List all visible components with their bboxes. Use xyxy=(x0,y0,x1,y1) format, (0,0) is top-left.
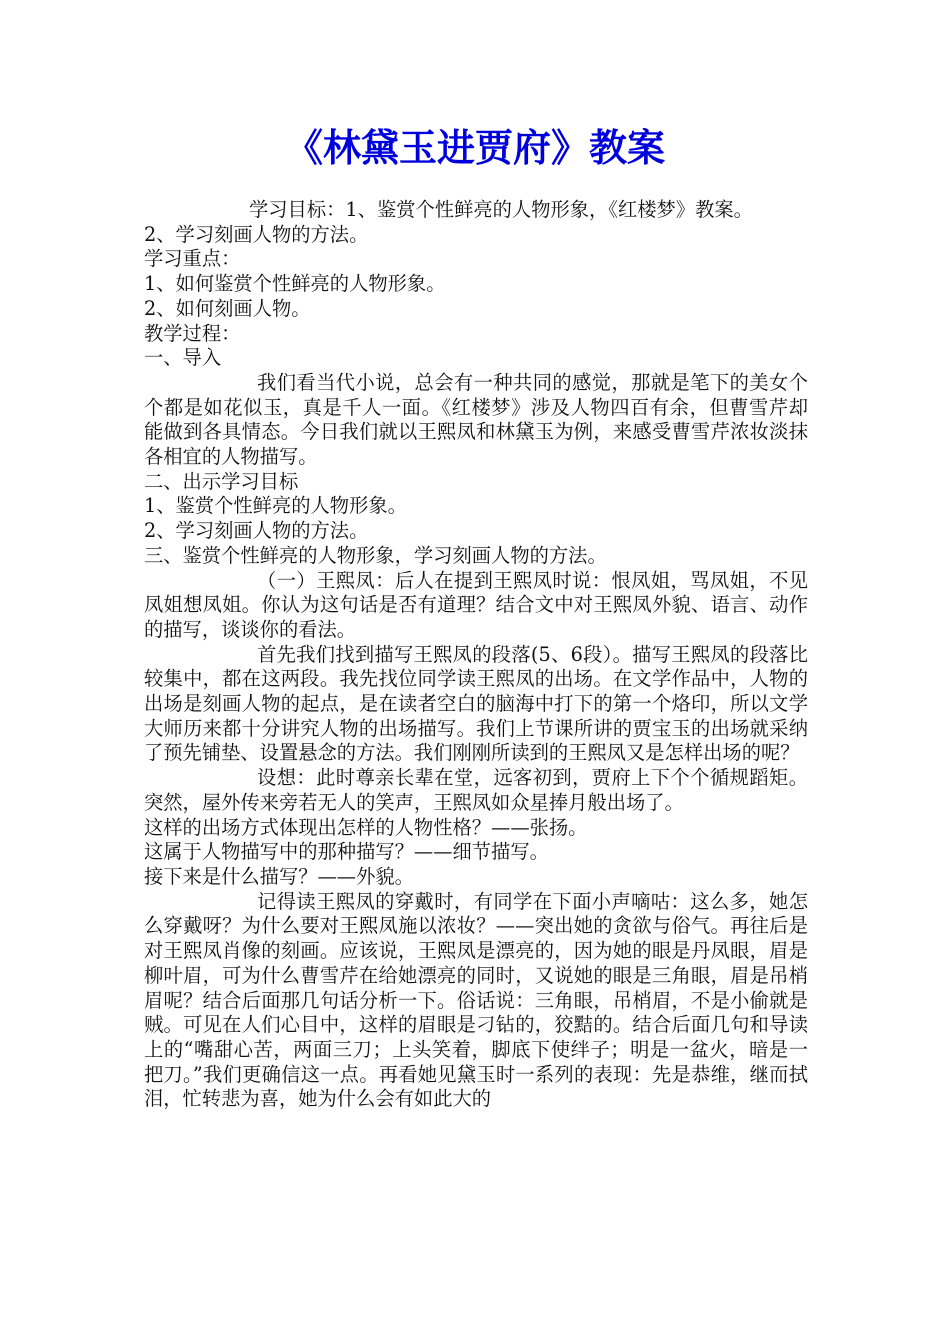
paragraph: 1、鉴赏个性鲜亮的人物形象。 xyxy=(144,494,407,518)
paragraph: 2、如何刻画人物。 xyxy=(144,296,311,320)
paragraph: 接下来是什么描写？——外貌。 xyxy=(144,864,414,888)
paragraph: 学习目标：1、鉴赏个性鲜亮的人物形象，《红楼梦》教案。 xyxy=(249,198,753,221)
paragraph: 教学过程： xyxy=(144,321,241,345)
paragraph: 2、学习刻画人物的方法。 xyxy=(144,519,369,543)
paragraph: 这属于人物描写中的那种描写？——细节描写。 xyxy=(144,840,549,864)
paragraph: 二、出示学习目标 xyxy=(144,469,299,493)
paragraph: 首先我们找到描写王熙凤的段落(5、6段）。描写王熙凤的段落比较集中，都在这两段。我先找位同学读王熙凤的出场。在文学作品中，人物的出场是刻画人物的起点，是在读者空白的脑海中打下的第一个烙印，所以文学大师历来都十分讲究人物的出场描写。我们上节课所讲的贾宝玉的出场就采纳了预先铺垫、设置悬念的方法。我们刚刚所读到的王熙凤又是怎样出场的呢？ xyxy=(144,642,808,765)
paragraph: 我们看当代小说，总会有一种共同的感觉，那就是笔下的美女个个都是如花似玉，真是千人一面。《红楼梦》涉及人物四百有余，但曹雪芹却能做到各具情态。今日我们就以王熙凤和林黛玉为例，来感受曹雪芹浓妆淡抹各相宜的人物描写。 xyxy=(144,370,808,469)
paragraph: 一、导入 xyxy=(144,346,222,370)
paragraph: 设想：此时尊亲长辈在堂，远客初到，贾府上下个个循规蹈矩。突然，屋外传来旁若无人的笑声，王熙凤如众星捧月般出场了。 xyxy=(144,766,808,814)
paragraph: 记得读王熙凤的穿戴时，有同学在下面小声嘀咕：这么多，她怎么穿戴呀？为什么要对王熙凤施以浓妆？——突出她的贪欲与俗气。再往后是对王熙凤肖像的刻画。应该说，王熙凤是漂亮的，因为她的眼是丹凤眼，眉是柳叶眉，可为什么曹雪芹在给她漂亮的同时，又说她的眼是三角眼，眉是吊梢眉呢？结合后面那几句话分析一下。俗话说：三角眼，吊梢眉，不是小偷就是贼。可见在人们心目中，这样的眉眼是刁钻的，狡黠的。结合后面几句和导读上的“嘴甜心苦，两面三刀；上头笑着，脚底下使绊子；明是一盆火，暗是一把刀。”我们更确信这一点。再看她见黛玉时一系列的表现：先是恭维，继而拭泪，忙转悲为喜，她为什么会有如此大的 xyxy=(144,889,808,1111)
paragraph: 1、如何鉴赏个性鲜亮的人物形象。 xyxy=(144,272,446,296)
paragraph: 学习重点： xyxy=(144,247,241,271)
document-title: 《林黛玉进贾府》教案 xyxy=(284,126,665,170)
paragraph: 三、鉴赏个性鲜亮的人物形象，学习刻画人物的方法。 xyxy=(144,543,607,567)
document-body xyxy=(144,198,808,1112)
paragraph: （一）王熙凤：后人在提到王熙凤时说：恨凤姐，骂凤姐，不见凤姐想凤姐。你认为这句话是否有道理？结合文中对王熙凤外貌、语言、动作的描写，谈谈你的看法。 xyxy=(144,568,808,641)
paragraph: 这样的出场方式体现出怎样的人物性格？——张扬。 xyxy=(144,815,588,839)
paragraph: 2、学习刻画人物的方法。 xyxy=(144,222,369,246)
